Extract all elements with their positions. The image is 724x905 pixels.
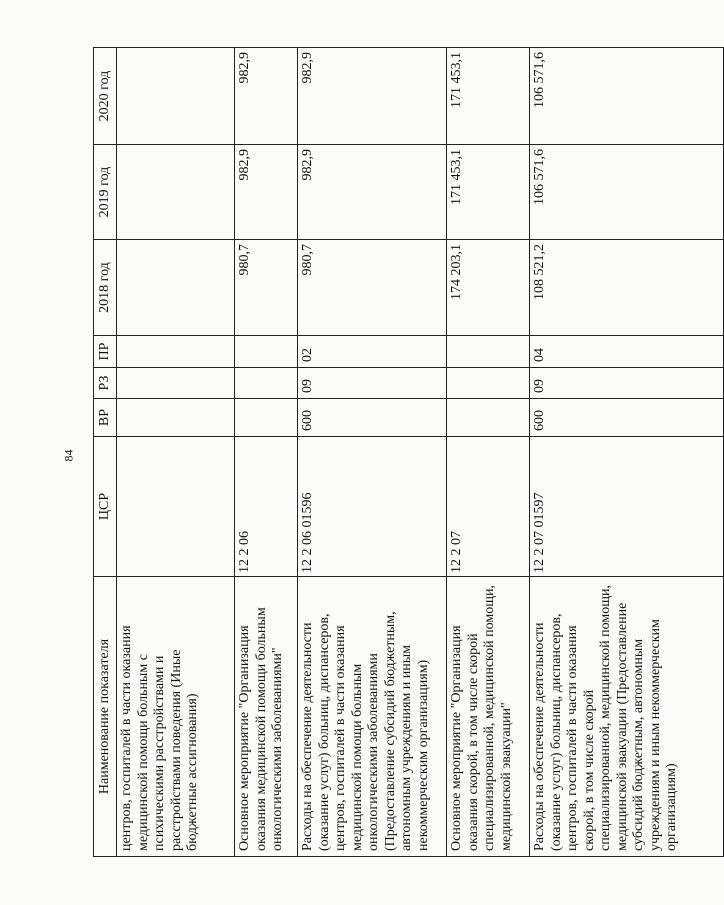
- header-pr: ПР: [94, 336, 117, 368]
- cell-csr: 12 2 07: [447, 437, 530, 577]
- table-row: [530, 48, 724, 857]
- table-row: [117, 48, 235, 857]
- cell-name: центров, госпиталей в части оказания медицинской помощи больным с психическими расстройствами и расстройствами поведения (Иные бюджетные ассигнования): [117, 577, 235, 857]
- cell-csr: [117, 437, 235, 577]
- header-2020: 2020 год: [94, 48, 117, 145]
- cell-2020: 982,9: [235, 48, 298, 145]
- cell-rz: [447, 368, 530, 399]
- cell-vr: 600: [298, 399, 447, 437]
- cell-2018: 174 203,1: [447, 240, 530, 336]
- cell-csr: 12 2 07 01597: [530, 437, 724, 577]
- cell-2019: [117, 145, 235, 240]
- header-2018: 2018 год: [94, 240, 117, 336]
- cell-2019: 171 453,1: [447, 145, 530, 240]
- cell-rz: [235, 368, 298, 399]
- table-row: [447, 48, 530, 857]
- cell-vr: [235, 399, 298, 437]
- cell-2019: 106 571,6: [530, 145, 724, 240]
- header-name: Наименование показателя: [94, 577, 117, 857]
- cell-vr: [117, 399, 235, 437]
- header-rz: РЗ: [94, 368, 117, 399]
- cell-pr: [235, 336, 298, 368]
- cell-2018: [117, 240, 235, 336]
- table-row: [235, 48, 298, 857]
- cell-csr: 12 2 06: [235, 437, 298, 577]
- cell-pr: 02: [298, 336, 447, 368]
- cell-pr: 04: [530, 336, 724, 368]
- cell-name: Расходы на обеспечение деятельности (оказание услуг) больниц, диспансеров, центров, госпиталей в части оказания скорой, в том числе скорой специализированной, медицинской помощи, медицинской эвакуации (Предоставление субсидий бюджетным, автономным учреждениям и иным некоммерческим организациям): [530, 577, 724, 857]
- cell-2020: [117, 48, 235, 145]
- header-csr: ЦСР: [94, 437, 117, 577]
- cell-2020: 171 453,1: [447, 48, 530, 145]
- cell-name: Расходы на обеспечение деятельности (оказание услуг) больниц, диспансеров, центров, госпиталей в части оказания медицинской помощи больным онкологическими заболеваниями (Предоставление субсидий бюджетным, автономным учреждениям и иным некоммерческим организациям): [298, 577, 447, 857]
- rotated-page-content: [93, 48, 680, 857]
- cell-2020: 106 571,6: [530, 48, 724, 145]
- header-vr: ВР: [94, 399, 117, 437]
- budget-table: [93, 47, 724, 857]
- cell-2018: 980,7: [298, 240, 447, 336]
- table-row: [298, 48, 447, 857]
- cell-name: Основное мероприятие "Организация оказания скорой, в том числе скорой специализированной, медицинской помощи, медицинской эвакуации": [447, 577, 530, 857]
- cell-2018: 980,7: [235, 240, 298, 336]
- cell-name: Основное мероприятие "Организация оказания медицинской помощи больным онкологическими заболеваниями": [235, 577, 298, 857]
- cell-csr: 12 2 06 01596: [298, 437, 447, 577]
- cell-vr: 600: [530, 399, 724, 437]
- table-header-row: [94, 48, 117, 857]
- cell-2019: 982,9: [298, 145, 447, 240]
- cell-pr: [117, 336, 235, 368]
- cell-2019: 982,9: [235, 145, 298, 240]
- cell-pr: [447, 336, 530, 368]
- cell-rz: 09: [530, 368, 724, 399]
- cell-rz: [117, 368, 235, 399]
- header-2019: 2019 год: [94, 145, 117, 240]
- page-number: 84: [61, 449, 76, 462]
- cell-2018: 108 521,2: [530, 240, 724, 336]
- cell-rz: 09: [298, 368, 447, 399]
- cell-2020: 982,9: [298, 48, 447, 145]
- cell-vr: [447, 399, 530, 437]
